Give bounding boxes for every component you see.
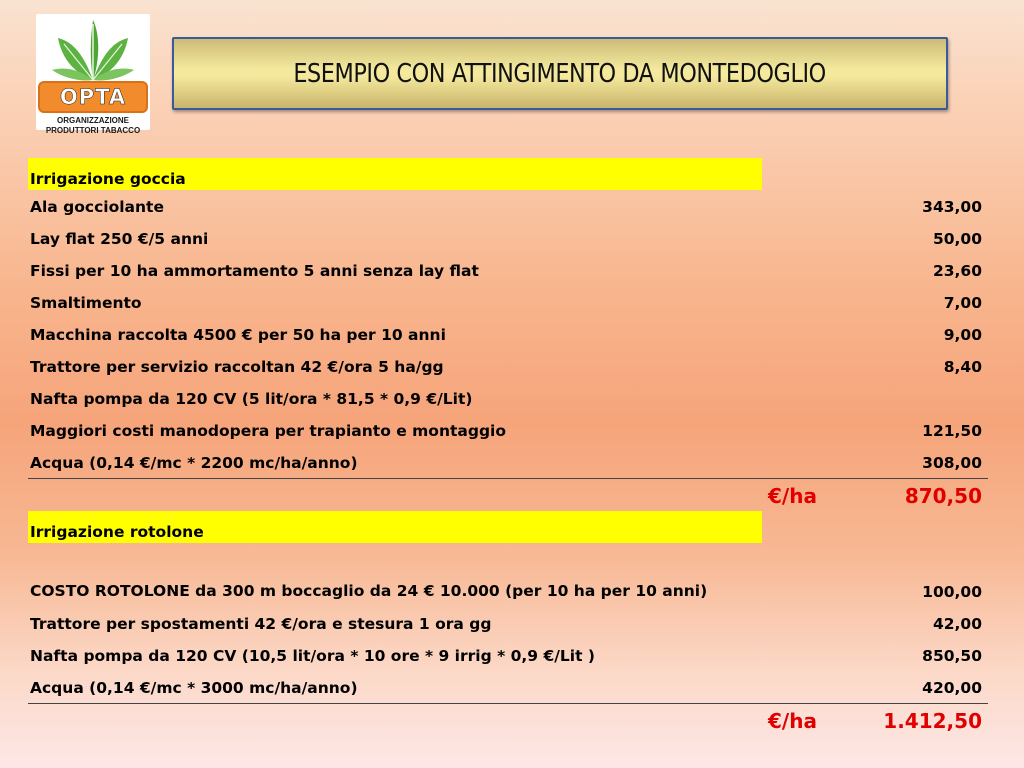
row-value: 420,00 <box>922 679 982 697</box>
total-unit: €/ha <box>768 484 817 508</box>
row-value: 50,00 <box>932 230 982 248</box>
logo-wordmark: OPTA <box>59 85 127 109</box>
row-value: 308,00 <box>922 454 982 472</box>
section-heading-goccia <box>28 158 988 190</box>
slide-title-box <box>172 37 948 110</box>
row-label: COSTO ROTOLONE da 300 m boccaglio da 24 € 10.000 (per 10 ha per 10 anni) <box>30 582 708 600</box>
row-label: Acqua (0,14 €/mc * 3000 mc/ha/anno) <box>30 679 358 697</box>
table-row <box>28 318 988 350</box>
row-value: 8,40 <box>943 358 982 376</box>
row-label: Lay flat 250 €/5 anni <box>30 230 209 248</box>
row-label: Trattore per servizio raccoltan 42 €/ora 5 ha/gg <box>30 358 444 376</box>
logo-subtitle <box>36 116 150 136</box>
row-value: 7,00 <box>943 294 982 312</box>
section-heading-label: Irrigazione goccia <box>30 170 186 188</box>
row-value: 9,00 <box>943 326 982 344</box>
table-row <box>28 543 988 607</box>
row-label: Acqua (0,14 €/mc * 2200 mc/ha/anno) <box>30 454 358 472</box>
table-row <box>28 382 988 414</box>
table-row <box>28 446 988 479</box>
table-row <box>28 350 988 382</box>
section-total-rotolone <box>28 704 988 736</box>
total-value: 1.412,50 <box>883 709 982 733</box>
section-total-goccia <box>28 479 988 511</box>
table-row <box>28 607 988 639</box>
tobacco-leaf-icon <box>50 16 136 82</box>
row-label: Ala gocciolante <box>30 198 164 216</box>
table-row <box>28 671 988 704</box>
table-row <box>28 286 988 318</box>
row-value: 42,00 <box>932 615 982 633</box>
row-label: Smaltimento <box>30 294 142 312</box>
cost-table <box>28 158 988 736</box>
row-value: 850,50 <box>922 647 982 665</box>
slide-title: ESEMPIO CON ATTINGIMENTO DA MONTEDOGLIO <box>293 58 827 89</box>
row-label: Maggiori costi manodopera per trapianto e montaggio <box>30 422 506 440</box>
opta-logo <box>36 14 150 135</box>
table-row <box>28 190 988 222</box>
row-label: Trattore per spostamenti 42 €/ora e stesura 1 ora gg <box>30 615 492 633</box>
row-label: Nafta pompa da 120 CV (5 lit/ora * 81,5 * 0,9 €/Lit) <box>30 390 473 408</box>
logo-subtitle-line2: PRODUTTORI TABACCO <box>45 126 141 135</box>
row-value: 343,00 <box>922 198 982 216</box>
total-unit: €/ha <box>768 709 817 733</box>
total-value: 870,50 <box>904 484 982 508</box>
row-label: Nafta pompa da 120 CV (10,5 lit/ora * 10 ore * 9 irrig * 0,9 €/Lit ) <box>30 647 595 665</box>
logo-subtitle-line1: ORGANIZZAZIONE <box>57 116 129 125</box>
row-label: Macchina raccolta 4500 € per 50 ha per 10 anni <box>30 326 446 344</box>
logo-bar <box>38 81 148 113</box>
table-row <box>28 639 988 671</box>
section-heading-label: Irrigazione rotolone <box>30 523 204 541</box>
table-row <box>28 254 988 286</box>
row-label: Fissi per 10 ha ammortamento 5 anni senza lay flat <box>30 262 479 280</box>
table-row <box>28 222 988 254</box>
row-value: 100,00 <box>922 583 982 601</box>
table-row <box>28 414 988 446</box>
section-heading-rotolone <box>28 511 988 543</box>
row-value: 23,60 <box>932 262 982 280</box>
row-value: 121,50 <box>922 422 982 440</box>
